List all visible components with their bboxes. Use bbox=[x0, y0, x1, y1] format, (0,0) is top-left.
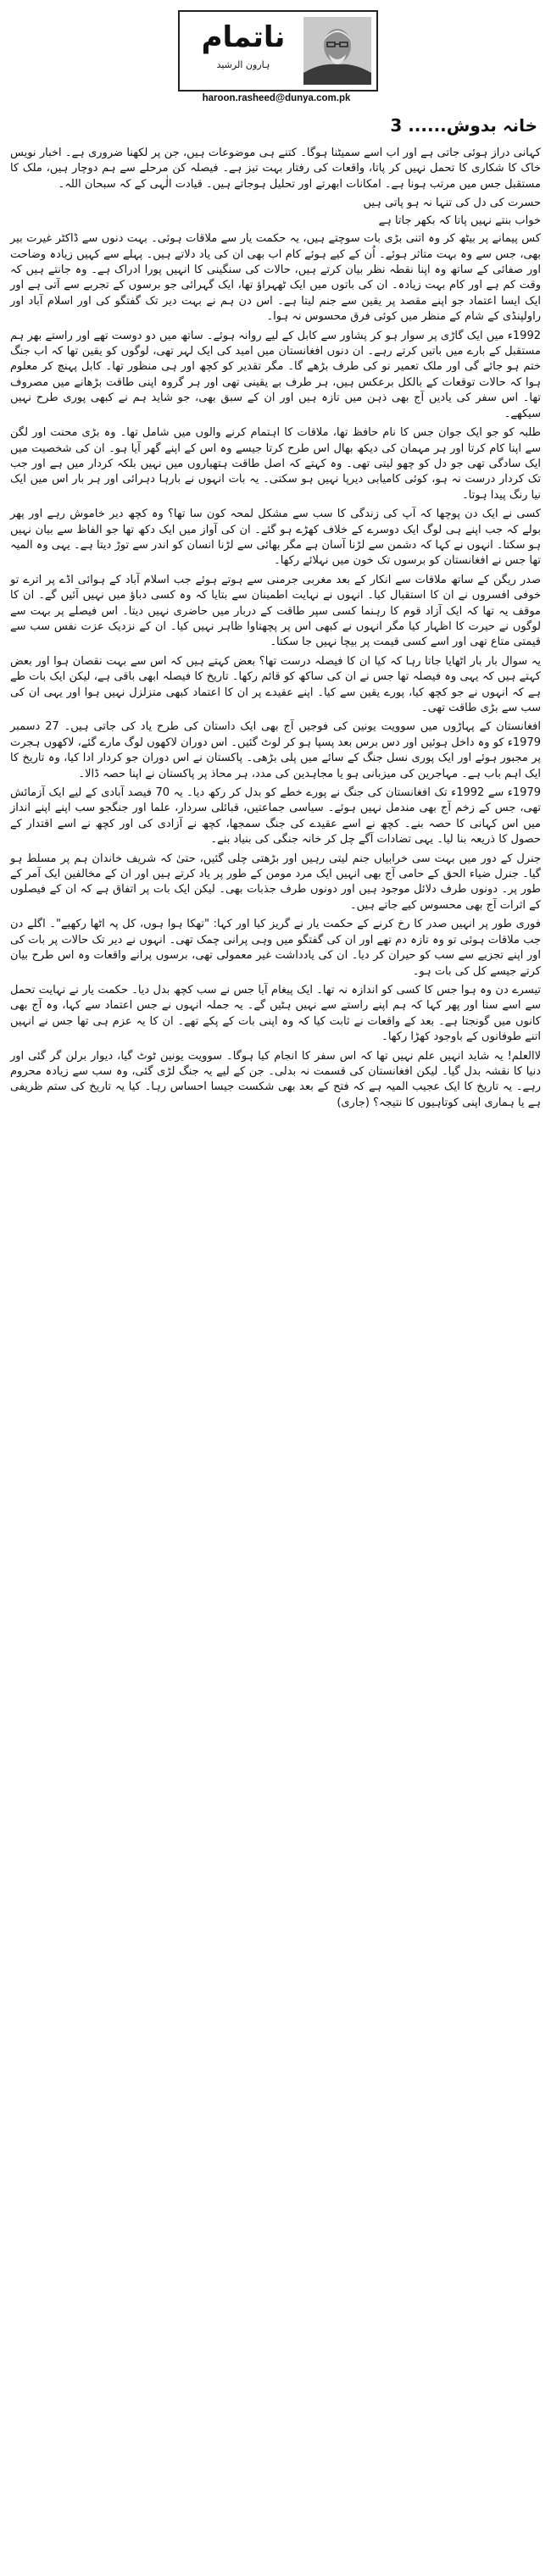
article-body bbox=[10, 146, 541, 1114]
column-header-box bbox=[178, 10, 378, 92]
author-portrait-icon bbox=[303, 17, 371, 85]
poetry-verse: حسرت کی دل کی تنہا نہ ہو پاتی ہیں bbox=[363, 197, 541, 210]
article-paragraph: فوری طور پر انہیں صدر کا رخ کرنے کے حکمت یار نے گریز کیا اور کہا: "تھکا ہوا ہوں، کل پہ اٹھا رکھیے"۔ اگلے دن جب ملاقات ہوئی تو وہ تازہ دم تھے اور ان کی گفتگو میں وہی پرانی چمک تھی۔ انہوں نے دیر تک حالات پر بات کی اور اپنے تجزیے سے سب کو حیران کر دیا۔ ان کی یادداشت غیر معمولی تھی، برسوں پرانے واقعات وہ اس طرح بیان کرتے جیسے کل کی بات ہو۔ bbox=[10, 918, 541, 978]
article-paragraph: یہ سوال بار بار اٹھایا جاتا رہا کہ کیا ان کا فیصلہ درست تھا؟ بعض کہتے ہیں کہ اس سے بہت نقصان ہوا اور بعض کہتے ہیں کہ یہی وہ فیصلہ تھا جس نے ان کی ساکھ کو قائم رکھا۔ تاریخ کا فیصلہ ابھی باقی ہے، لیکن ایک بات طے ہے کہ انہوں نے جو کچھ کیا، پورے یقین سے کیا۔ اپنے عقیدے پر ان کا اعتماد کبھی متزلزل نہیں ہوا اور یہی ان کی سب سے بڑی طاقت تھی۔ bbox=[10, 654, 541, 714]
article-paragraph: صدر ریگن کے ساتھ ملاقات سے انکار کے بعد مغربی جرمنی سے ہوتے ہوئے جب اسلام آباد کے ہوائی اڈے پر اترے تو خوفی افسروں نے ان کا استقبال کیا۔ انہوں نے نہایت اطمینان سے بتایا کہ وہ کسی دباؤ میں نہیں آئیں گے۔ ان کا موقف یہ تھا کہ ایک آزاد قوم کا رہنما کسی سپر طاقت کے دربار میں حاضری نہیں دیتا۔ اس فیصلے پر بہت سے لوگوں نے حیرت کا اظہار کیا مگر انہوں نے کبھی اس پر پچھتاوا ظاہر نہیں کیا۔ ان کے نزدیک عزت نفس سب سے قیمتی متاع تھی اور اسے کسی قیمت پر بیچا نہیں جا سکتا۔ bbox=[10, 573, 541, 649]
article-paragraph: کسی نے ایک دن پوچھا کہ آپ کی زندگی کا سب سے مشکل لمحہ کون سا تھا؟ وہ کچھ دیر خاموش رہے اور پھر بولے کہ جب اپنے ہی لوگ ایک دوسرے کے خلاف کھڑے ہو گئے۔ ان کی آواز میں ایک دکھ تھا جو الفاظ سے بیان نہیں ہو سکتا۔ انہوں نے کہا کہ دشمن سے لڑنا آسان ہے مگر بھائی سے لڑنا انسان کو اندر سے توڑ دیتا ہے۔ یہی وہ المیہ تھا جس نے افغانستان کو برسوں تک خون میں نہلائے رکھا۔ bbox=[10, 508, 541, 568]
article-paragraph: کس پیمانے پر بیٹھ کر وہ اتنی بڑی بات سوچتے ہیں، یہ حکمت یار سے ملاقات ہوئی۔ بہت دنوں سے ڈاکٹر غیرت بیر بھی، جس سے وہ بہت متاثر ہوئے۔ اُن کے کیے ہوئے کام اب بھی ان کی یاد دلاتے ہیں۔ پہلے سے کہیں زیادہ وضاحت اور صفائی کے ساتھ وہ اپنا نقطہ نظر بیان کرتے ہیں، حالات کی سنگینی کا انہیں پورا ادراک ہے۔ وہ جانتے ہیں کہ وقت کم ہے اور کام بہت زیادہ۔ ان کی باتوں میں ایک ٹھہراؤ تھا، ایک گہرائی جو برسوں کے تجربے سے آتی ہے اور ایک ایسا اعتماد جو اپنے مقصد پر یقین سے جنم لیتا ہے۔ اس دن ہم نے بہت دیر تک گفتگو کی اور اسلام آباد اور راولپنڈی کے شام کے منظر میں کوئی فرق محسوس نہ ہوا۔ bbox=[10, 232, 541, 324]
article-paragraph: طلبہ کو جو ایک جوان جس کا نام حافظ تھا، ملاقات کا اہتمام کرنے والوں میں شامل تھا۔ وہ بڑی محنت اور لگن سے اپنا کام کرتا اور ہر مہمان کی دیکھ بھال اس طرح کرتا جیسے وہ اس کے اپنے گھر آیا ہو۔ ان کی شخصیت میں ایک سادگی تھی جو دل کو چھو لیتی تھی۔ وہ کہتے کہ اصل طاقت ہتھیاروں میں نہیں بلکہ کردار میں ہے اور جب تک کردار درست نہ ہو، کوئی کامیابی دیرپا نہیں ہو سکتی۔ یہ بات انہوں نے بارہا دہرائی اور ہر بار اس میں ایک نیا رنگ پیدا ہوتا۔ bbox=[10, 426, 541, 502]
article-paragraph: کہانی دراز ہوئی جاتی ہے اور اب اسے سمیٹنا ہوگا۔ کتنے ہی موضوعات ہیں، جن پر لکھنا ضروری ہے۔ اخبار نویس خاک کا شکاری کا تحمل نہیں کر پاتا، واقعات کی رفتار بہت تیز ہے۔ فیصلہ کن مرحلے سے ہم دوچار ہیں، ملک کا مستقبل جس میں مرتب ہونا ہے۔ امکانات ابھرتے اور تحلیل ہوجاتے ہیں۔ قیادت الٰہی کے کہ سبحان اللہ۔ bbox=[10, 147, 541, 191]
author-byline: ہارون الرشید bbox=[216, 59, 270, 70]
article-paragraph: 1979ء سے 1992ء تک افغانستان کی جنگ نے پورے خطے کو بدل کر رکھ دیا۔ یہ 70 فیصد آبادی کے لیے ایک آزمائش تھی، جس کے زخم آج بھی مندمل نہیں ہوئے۔ سیاسی جماعتیں، قبائلی سردار، علما اور جنگجو سب اپنے اپنے انداز میں اس کہانی کا حصہ بنے۔ کچھ نے اسے عقیدے کی جنگ سمجھا، کچھ نے آزادی کی اور کچھ نے اسے اقتدار کے حصول کا ذریعہ بنا لیا۔ یہی تضادات آگے چل کر خانہ جنگی کی بنیاد بنے۔ bbox=[10, 786, 541, 847]
article-paragraph: 1992ء میں ایک گاڑی پر سوار ہو کر پشاور سے کابل کے لیے روانہ ہوئے۔ ساتھ میں دو دوست تھے اور راستے بھر ہم مستقبل کے بارے میں باتیں کرتے رہے۔ ان دنوں افغانستان میں امید کی ایک لہر تھی، لوگوں کو یقین تھا کہ اب جنگ ختم ہو جائے گی اور ملک تعمیر نو کی طرف بڑھے گا۔ مگر تقدیر کو کچھ اور ہی منظور تھا۔ کابل پہنچ کر معلوم ہوا کہ حالات توقعات کے بالکل برعکس ہیں، ہر طرف بے یقینی تھی اور ہر گروہ اپنی طاقت بڑھانے میں مصروف تھا۔ اس سفر کی یادیں آج بھی ذہن میں تازہ ہیں اور ان کے سبق بھی، جو شاید ہم نے کبھی پوری طرح نہیں سیکھے۔ bbox=[10, 329, 541, 420]
article-paragraph: جنرل کے دور میں بہت سی خرابیاں جنم لیتی رہیں اور بڑھتی چلی گئیں، حتیٰ کہ شریف خاندان ہم پر مسلط ہو گیا۔ جنرل ضیاء الحق کے حامی آج بھی انہیں ایک مرد مومن کے طور پر یاد کرتے ہیں اور ان کے مخالفین ایک آمر کے طور پر۔ دونوں طرف دلائل موجود ہیں اور دونوں طرف جذبات بھی۔ لیکن ایک بات پر اتفاق ہے کہ ان کے فیصلوں کے اثرات آج بھی محسوس کیے جاتے ہیں۔ bbox=[10, 852, 541, 912]
article-title: خانہ بدوش...... 3 bbox=[390, 115, 537, 136]
author-email: haroon.rasheed@dunya.com.pk bbox=[202, 93, 351, 103]
column-header bbox=[178, 10, 375, 107]
author-photo bbox=[303, 17, 371, 85]
article-paragraph: افغانستان کے پہاڑوں میں سوویت یونین کی فوجیں آج بھی ایک داستان کی طرح یاد کی جاتی ہیں۔ 27 دسمبر 1979ء کو وہ داخل ہوئیں اور دس برس بعد پسپا ہو کر لوٹ گئیں۔ اس دوران لاکھوں لوگ مارے گئے، لاکھوں ہجرت پر مجبور ہوئے اور ایک پوری نسل جنگ کے سائے میں پلی بڑھی۔ پاکستان نے اس دوران جو کردار ادا کیا، وہ تاریخ کا ایک اہم باب ہے۔ مہاجرین کی میزبانی ہو یا مجاہدین کی مدد، ہر محاذ پر پاکستان نے اپنا حصہ ڈالا۔ bbox=[10, 720, 541, 780]
column-title: ناتمام bbox=[201, 20, 286, 54]
article-paragraph: تیسرے دن وہ ہوا جس کا کسی کو اندازہ نہ تھا۔ ایک پیغام آیا جس نے سب کچھ بدل دیا۔ حکمت یار نے نہایت تحمل سے اسے سنا اور پھر کہا کہ ہم اپنے راستے سے نہیں ہٹیں گے۔ یہ جملہ انہوں نے جس اعتماد سے کہا، وہ آج بھی کانوں میں گونجتا ہے۔ بعد کے واقعات نے ثابت کیا کہ وہ اپنی بات کے پکے تھے۔ ان کا یہ عزم ہی تھا جس نے انہیں اتنے طوفانوں کے باوجود کھڑا رکھا۔ bbox=[10, 983, 541, 1044]
article-paragraph: لاالعلم! یہ شاید انہیں علم نہیں تھا کہ اس سفر کا انجام کیا ہوگا۔ سوویت یونین ٹوٹ گیا، دیوار برلن گر گئی اور دنیا کا نقشہ بدل گیا۔ لیکن افغانستان کی قسمت نہ بدلی۔ جن کے لیے یہ جنگ لڑی گئی، وہ سب سے زیادہ محروم رہے۔ یہ تاریخ کا ایک عجیب المیہ ہے کہ فتح کے بعد بھی شکست جیسا احساس رہا۔ کیا یہ تاریخ کی ستم ظریفی ہے یا ہماری اپنی کوتاہیوں کا نتیجہ؟ (جاری) bbox=[10, 1049, 541, 1109]
poetry-verse: خواب بنتے نہیں پاتا کہ بکھر جاتا ہے bbox=[378, 214, 541, 228]
